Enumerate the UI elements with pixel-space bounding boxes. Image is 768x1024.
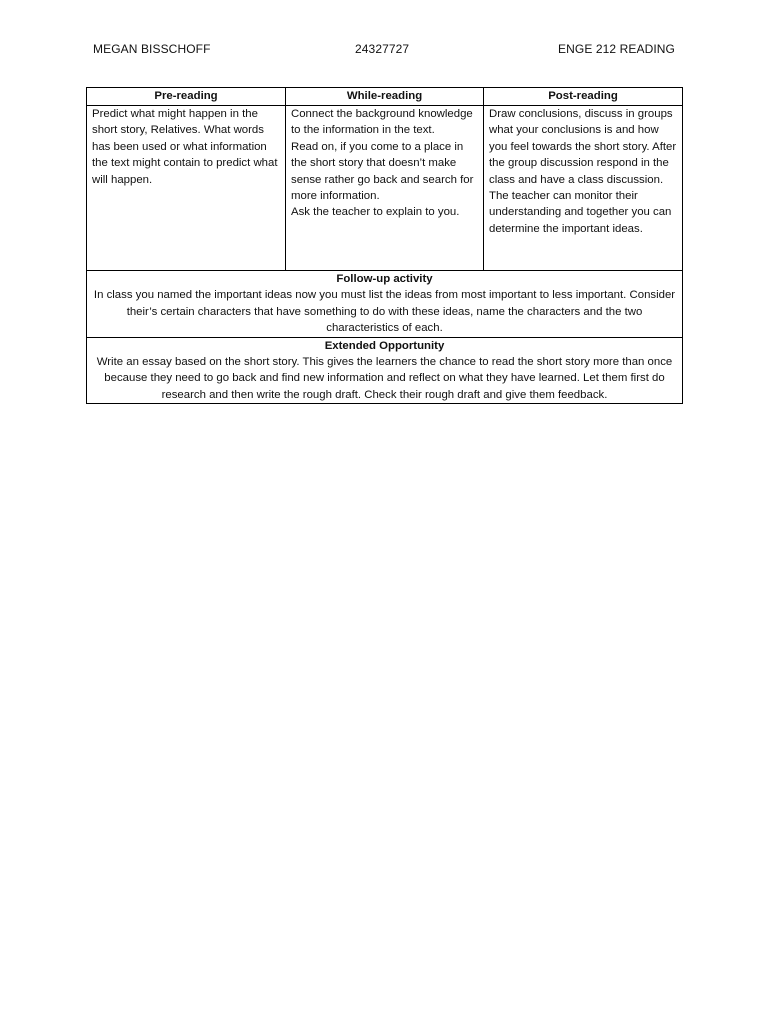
student-number: 24327727 (355, 42, 410, 56)
follow-up-cell (87, 271, 683, 338)
while-reading-text-2: Read on, if you come to a place in the short story that doesn’t make sense rather go back and search for more information. (291, 140, 474, 203)
page-header (93, 42, 675, 60)
author-name: MEGAN BISSCHOFF (93, 42, 211, 56)
while-reading-text-1: Connect the background knowledge to the information in the text. (291, 108, 473, 137)
extended-opportunity-title: Extended Opportunity (324, 339, 445, 352)
post-reading-cell (484, 106, 683, 271)
extended-opportunity-cell (87, 337, 683, 404)
pre-reading-text: Predict what might happen in the short story, Relatives. What words has been used or what information the text might contain to predict what will happen. (92, 108, 278, 186)
table-header-row (87, 88, 683, 106)
while-reading-text-3: Ask the teacher to explain to you. (291, 206, 460, 219)
table-row (87, 106, 683, 271)
extended-opportunity-body: Write an essay based on the short story. This gives the learners the chance to read the short story more than once because they need to go back and find new information and reflect on what they have learned. Let them first do research and then write the rough draft. Check their rough draft and give them feedback. (96, 356, 673, 401)
pre-reading-cell (87, 106, 286, 271)
extended-opportunity-row (87, 337, 683, 404)
reading-strategies-table (86, 87, 683, 404)
column-header-post-reading: Post-reading (484, 88, 683, 106)
follow-up-body: In class you named the important ideas now you must list the ideas from most important to less important. Consider their’s certain characters that have something to do with these ideas, name the characters and the two characteristics of each. (93, 289, 676, 335)
post-reading-text: Draw conclusions, discuss in groups what your conclusions is and how you feel towards the short story. After the group discussion respond in the class and have a class discussion. The teacher can monitor their understanding and together you can determine the important ideas. (489, 108, 677, 235)
column-header-pre-reading: Pre-reading (87, 88, 286, 106)
follow-up-title: Follow-up activity (336, 273, 433, 285)
course-code: ENGE 212 READING (558, 42, 675, 56)
follow-up-row (87, 271, 683, 338)
while-reading-cell (286, 106, 484, 271)
column-header-while-reading: While-reading (286, 88, 484, 106)
